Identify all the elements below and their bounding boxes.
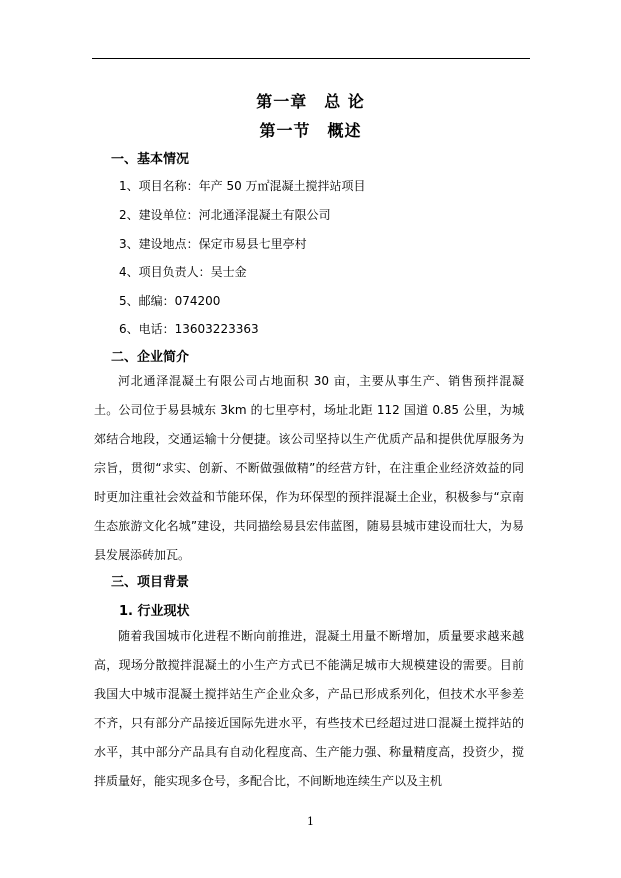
list-item: 3、建设地点：保定市易县七里亭村 [119, 237, 307, 251]
heading-basic-info: 一、基本情况 [111, 152, 190, 167]
section-title: 第一节 概述 [259, 121, 362, 140]
company-paragraph: 河北通泽混凝土有限公司占地面积 30 亩，主要从事生产、销售预拌混凝土。公司位于易县城东 3km 的七里亭村，场址北距 112 国道 0.85 公里，为城郊结合地段，交通运输十分便捷。该公司坚持以生产优质产品和提供优厚服务为宗旨，贯彻“求实、创新、不断做强做精”的经营方针，在注重企业经济效益的同时更加注重社会效益和节能环保，作为环保型的预拌混凝土企业，积极参与“京南生态旅游文化名城”建设，共同描绘易县宏伟蓝图，随易县城市建设而壮大，为易县发展添砖加瓦。 [94, 374, 524, 562]
list-item: 6、电话：13603223363 [119, 322, 259, 336]
list-item: 5、邮编：074200 [119, 294, 221, 308]
list-item: 1、项目名称：年产 50 万㎡混凝土搅拌站项目 [119, 179, 366, 193]
chapter-title: 第一章 总 论 [256, 92, 365, 111]
subheading-industry-status: 1. 行业现状 [119, 604, 190, 619]
header-rule [92, 58, 530, 59]
page-number: 1 [307, 815, 314, 828]
list-item: 2、建设单位：河北通泽混凝土有限公司 [119, 208, 331, 222]
background-paragraph: 随着我国城市化进程不断向前推进，混凝土用量不断增加，质量要求越来越高，现场分散搅拌混凝土的小生产方式已不能满足城市大规模建设的需要。目前我国大中城市混凝土搅拌站生产企业众多，产品已形成系列化，但技术水平参差不齐，只有部分产品接近国际先进水平，有些技术已经超过进口混凝土搅拌站的水平，其中部分产品具有自动化程度高、生产能力强、称量精度高，投资少，搅拌质量好，能实现多仓号，多配合比，不间断地连续生产以及主机 [94, 629, 524, 788]
heading-project-background: 三、项目背景 [111, 575, 190, 590]
heading-company-intro: 二、企业简介 [111, 350, 190, 365]
list-item: 4、项目负责人：吴士金 [119, 265, 247, 279]
